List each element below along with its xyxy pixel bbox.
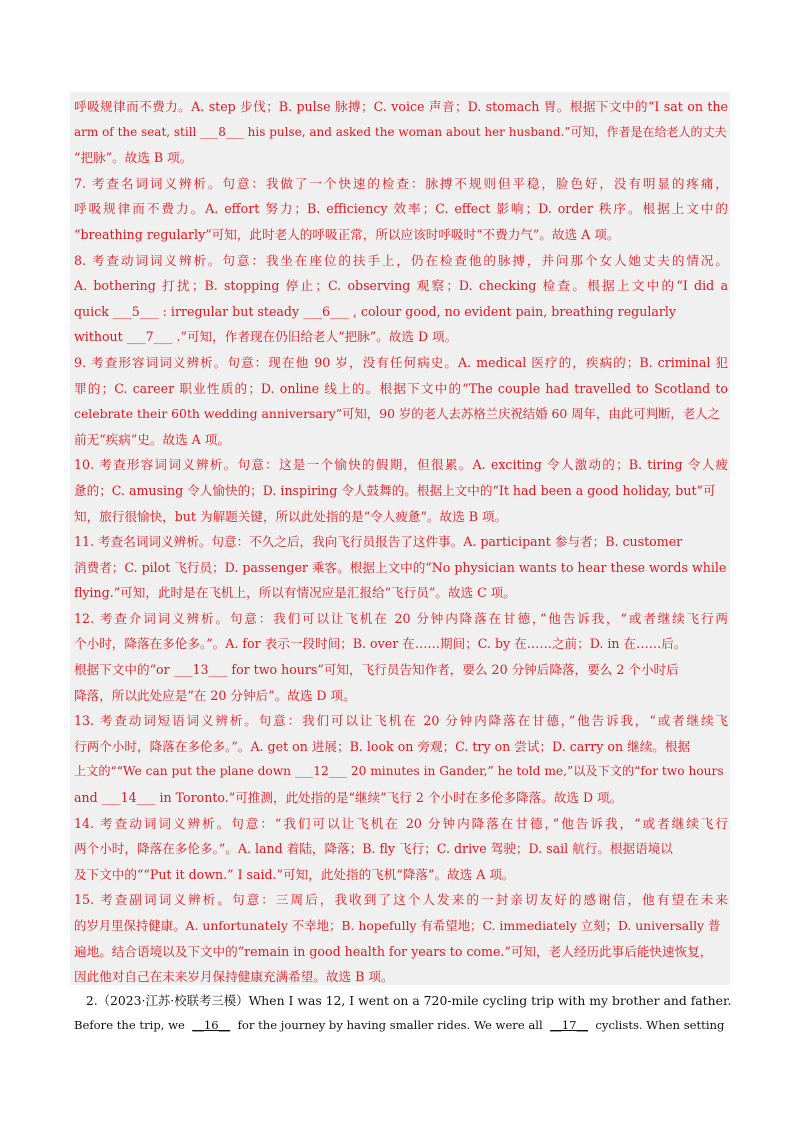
answer-line: 9. 考查形容词词义辨析。句意：现在他 90 岁，没有任何病史。A. medical 医疗的，疾病的；B. criminal 犯 [74,354,728,370]
answer-line: 两个小时，降落在多伦多。”。A. land 着陆，降落；B. fly 飞行；C. drive 驾驶；D. sail 航行。根据语境以 [74,841,673,857]
answer-line: 根据下文中的“or ___13___ for two hours”可知，飞行员告知作者，要么 20 分钟后降落，要么 2 个小时后 [74,662,679,678]
answer-line: 呼吸规律而不费力。A. effort 努力；B. efficiency 效率；C. effect 影响；D. order 秩序。根据上文中的 [74,201,728,217]
answer-line: 15. 考查副词词义辨析。句意：三周后，我收到了这个人发来的一封亲切友好的感谢信，他有望在未来 [74,892,728,908]
answer-line: 个小时，降落在多伦多。”。A. for 表示一段时间；B. over 在……期间；C. by 在……之前；D. in 在……后。 [74,636,687,652]
answer-line: 14. 考查动词词义辨析。句意：“我们可以让飞机在 20 分钟内降落在甘德，”他告诉我，“或者继续飞行 [74,815,728,831]
answer-line: A. bothering 打扰；B. stopping 停止；C. observing 观察；D. checking 检查。根据上文中的“I did a [74,278,728,294]
answer-line: 遍地。结合语境以及下文中的“remain in good health for years to come.”可知，老人经历此事后能快速恢复， [74,943,713,959]
answer-line: 罪的；C. career 职业性质的；D. online 线上的。根据下文中的“The couple had travelled to Scotland to [74,380,728,396]
answer-line: 10. 考查形容词词义辨析。句意：这是一个愉快的假期，但很累。A. exciting 令人激动的；B. tiring 令人疲 [74,457,728,473]
answer-line: 7. 考查名词词义辨析。句意：我做了一个快速的检查：脉搏不规则但平稳，脸色好，没有明显的疼痛， [74,175,728,191]
answer-line: 11. 考查名词词义辨析。句意：不久之后，我向飞行员报告了这件事。A. participant 参与者；B. customer [74,534,683,550]
answer-explanation-text [74,94,728,990]
answer-line: “把脉”。故选 B 项。 [74,150,193,166]
answer-line: 及下文中的““Put it down.” I said.”可知，此处指的飞机“降落”。故选 A 项。 [74,866,515,882]
answer-line: 知，旅行很愉快，but 为解题关键，所以此处指的是“令人疲惫”。故选 B 项。 [74,508,508,524]
question-text: 2.（2023·江苏·校联考三模）When I was 12, I went on a 720-mile cycling trip with my brother and father. [74,993,732,1008]
blank-16: __16__ [192,1018,231,1032]
answer-line: 8. 考查动词词义辨析。句意：我坐在座位的扶手上，仍在检查他的脉搏，并问那个女人她丈夫的情况。 [74,252,728,268]
blank-17: __17__ [550,1018,589,1032]
question-line [74,988,730,1013]
answer-line: celebrate their 60th wedding anniversary”可知，90 岁的老人去苏格兰庆祝结婚 60 周年，由此可判断，老人之 [74,406,720,422]
question-text: Before the trip, we [74,1018,193,1032]
question-line [74,1013,730,1038]
answer-line: 呼吸规律而不费力。A. step 步伐；B. pulse 脉搏；C. voice 声音；D. stomach 胃。根据下文中的“I sat on the [74,99,728,114]
answer-line: 12. 考查介词词义辨析。句意：我们可以让飞机在 20 分钟内降落在甘德，”他告诉我，“或者继续飞行两 [74,610,728,626]
answer-line: 前无“疾病”史。故选 A 项。 [74,431,230,447]
answer-line: quick ___5___ : irregular but steady ___6___ , colour good, no evident pain, breathing regularly [74,303,677,319]
answer-line: “breathing regularly”可知，此时老人的呼吸正常，所以应该时呼吸时“不费力气”。故选 A 项。 [74,226,620,242]
answer-line: 的岁月里保持健康。A. unfortunately 不幸地；B. hopefully 有希望地；C. immediately 立刻；D. universally 普 [74,918,721,933]
answer-line: 消费者；C. pilot 飞行员；D. passenger 乘客。根据上文中的“No physician wants to hear these words while [74,559,727,575]
question-text: cyclists. When setting [588,1018,725,1032]
answer-line: 上文的““We can put the plane down ___12___ 20 minutes in Gander,” he told me,”以及下文的“for two hours [74,764,724,779]
question-2 [74,988,730,1038]
answer-line: 惫的；C. amusing 令人愉快的；D. inspiring 令人鼓舞的。根据上文中的“It had been a good holiday, but”可 [74,482,716,498]
answer-line: without ___7___ .”可知，作者现在仍旧给老人“把脉”。故选 D 项。 [74,329,458,345]
answer-line: flying.”可知，此时是在飞机上，所以有情况应是汇报给“飞行员”。故选 C 项。 [74,585,516,601]
answer-line: 13. 考查动词短语词义辨析。句意：我们可以让飞机在 20 分钟内降落在甘德，”他告诉我，“或者继续飞 [74,713,728,729]
answer-line: and ___14___ in Toronto.”可推测，此处指的是“继续”飞行 2 个小时在多伦多降落。故选 D 项。 [74,790,623,806]
answer-line: 行两个小时，降落在多伦多。”。A. get on 进展；B. look on 旁观；C. try on 尝试；D. carry on 继续。根据 [74,738,691,754]
answer-line: 因此他对自己在未来岁月保持健康充满希望。故选 B 项。 [74,969,394,985]
answer-line: arm of the seat, still ___8___ his pulse, and asked the woman about her husband.”可知，作者是在给老人的丈夫 [74,124,727,139]
answer-line: 降落，所以此处应是“在 20 分钟后”。故选 D 项。 [74,687,356,703]
question-text: for the journey by having smaller rides. We were all [230,1018,551,1032]
